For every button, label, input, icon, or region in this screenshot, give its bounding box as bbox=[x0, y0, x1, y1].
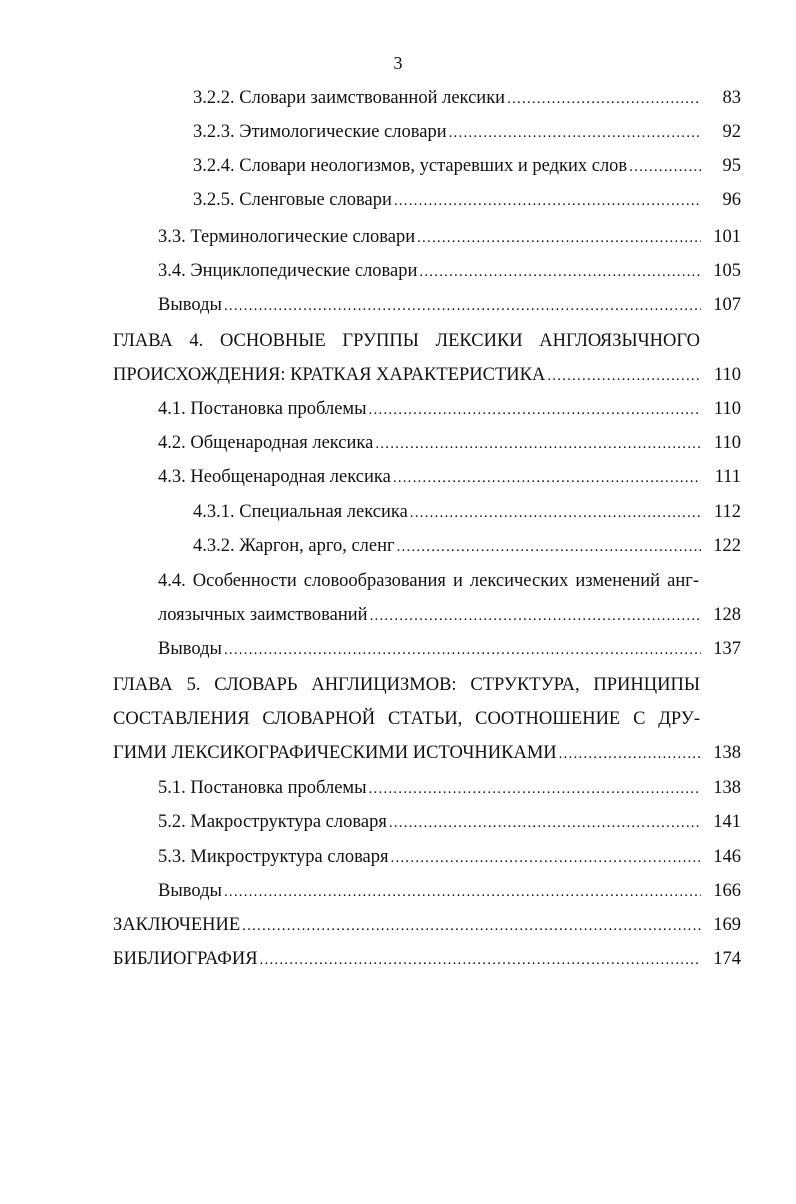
toc-entry-page: 110 bbox=[713, 365, 741, 385]
toc-entry-page: 111 bbox=[714, 467, 741, 487]
page-number: 3 bbox=[393, 53, 403, 73]
toc-entry-4-4-heading bbox=[158, 568, 699, 594]
dot-leader bbox=[224, 879, 701, 905]
toc-entry-bibliography bbox=[113, 946, 741, 972]
toc-entry-ch3-conclusions bbox=[158, 292, 741, 318]
toc-entry-title: 4.2. Общенародная лексика bbox=[158, 433, 374, 453]
dot-leader bbox=[559, 741, 701, 767]
toc-entry-title: 4.3.2. Жаргон, арго, сленг bbox=[193, 536, 395, 556]
toc-entry-title: 3.2.5. Сленговые словари bbox=[193, 190, 392, 210]
dot-leader bbox=[449, 120, 701, 146]
toc-entry-title: ЗАКЛЮЧЕНИЕ bbox=[113, 915, 241, 935]
toc-entry-ch4-conclusions bbox=[158, 636, 741, 662]
toc-entry-ch5-conclusions bbox=[158, 878, 741, 904]
dot-leader bbox=[369, 776, 701, 802]
toc-chapter-4-heading bbox=[113, 328, 700, 354]
toc-entry-page: 128 bbox=[713, 605, 741, 625]
dot-leader bbox=[391, 845, 701, 871]
toc-entry-page: 112 bbox=[713, 502, 741, 522]
toc-entry-4-3 bbox=[158, 464, 741, 490]
toc-entry-3-2-2 bbox=[193, 85, 741, 111]
dot-leader bbox=[370, 603, 701, 629]
dot-leader bbox=[260, 947, 701, 973]
toc-entry-5-1 bbox=[158, 775, 741, 801]
dot-leader bbox=[224, 637, 701, 663]
toc-entry-title: 4.1. Постановка проблемы bbox=[158, 399, 367, 419]
toc-chapter-5-heading-1 bbox=[113, 672, 700, 698]
toc-entry-4-3-1 bbox=[193, 499, 741, 525]
toc-entry-4-3-2 bbox=[193, 533, 741, 559]
chapter-heading-line: ГЛАВА 4. ОСНОВНЫЕ ГРУППЫ ЛЕКСИКИ АНГЛОЯЗЫЧНОГО bbox=[113, 331, 700, 351]
dot-leader bbox=[410, 500, 701, 526]
toc-entry-title: 5.3. Микроструктура словаря bbox=[158, 847, 389, 867]
dot-leader bbox=[419, 259, 701, 285]
toc-entry-page: 137 bbox=[713, 639, 741, 659]
dot-leader bbox=[417, 225, 701, 251]
toc-entry-title: 3.2.3. Этимологические словари bbox=[193, 122, 447, 142]
toc-entry-page: 110 bbox=[713, 433, 741, 453]
dot-leader bbox=[389, 810, 701, 836]
dot-leader bbox=[394, 188, 701, 214]
toc-entry-title: 3.3. Терминологические словари bbox=[158, 227, 416, 247]
toc-entry-page: 141 bbox=[713, 812, 741, 832]
toc-entry-3-2-4 bbox=[193, 153, 741, 179]
toc-entry-page: 166 bbox=[713, 881, 741, 901]
toc-entry-5-3 bbox=[158, 844, 741, 870]
toc-entry-page: 101 bbox=[713, 227, 741, 247]
toc-entry-title: ГИМИ ЛЕКСИКОГРАФИЧЕСКИМИ ИСТОЧНИКАМИ bbox=[113, 743, 557, 763]
toc-entry-title-line: 4.4. Особенности словообразования и лексических изменений анг- bbox=[158, 571, 699, 591]
toc-entry-page: 174 bbox=[713, 949, 741, 969]
toc-entry-title: 4.3. Необщенародная лексика bbox=[158, 467, 391, 487]
toc-chapter-5-heading-2 bbox=[113, 706, 700, 732]
dot-leader bbox=[547, 363, 701, 389]
toc-entry-4-1 bbox=[158, 396, 741, 422]
toc-entry-page: 138 bbox=[713, 743, 741, 763]
toc-entry-page: 169 bbox=[713, 915, 741, 935]
chapter-heading-line: ГЛАВА 5. СЛОВАРЬ АНГЛИЦИЗМОВ: СТРУКТУРА, ПРИНЦИПЫ bbox=[113, 675, 700, 695]
dot-leader bbox=[369, 397, 701, 423]
toc-entry-title: БИБЛИОГРАФИЯ bbox=[113, 949, 258, 969]
toc-entry-3-2-5 bbox=[193, 187, 741, 213]
toc-entry-page: 110 bbox=[713, 399, 741, 419]
toc-entry-title: Выводы bbox=[158, 639, 222, 659]
toc-entry-3-3 bbox=[158, 224, 741, 250]
toc-entry-title: 4.3.1. Специальная лексика bbox=[193, 502, 408, 522]
chapter-heading-line: СОСТАВЛЕНИЯ СЛОВАРНОЙ СТАТЬИ, СООТНОШЕНИЕ С ДРУ- bbox=[113, 709, 700, 729]
dot-leader bbox=[242, 913, 701, 939]
toc-entry-title: 3.2.4. Словари неологизмов, устаревших и редких слов bbox=[193, 156, 628, 176]
dot-leader bbox=[507, 86, 701, 112]
toc-entry-4-2 bbox=[158, 430, 741, 456]
toc-entry-page: 138 bbox=[713, 778, 741, 798]
toc-entry-title: Выводы bbox=[158, 295, 222, 315]
toc-chapter-4 bbox=[113, 362, 741, 388]
toc-entry-title: ПРОИСХОЖДЕНИЯ: КРАТКАЯ ХАРАКТЕРИСТИКА bbox=[113, 365, 546, 385]
toc-entry-page: 146 bbox=[713, 847, 741, 867]
toc-entry-title: 5.1. Постановка проблемы bbox=[158, 778, 367, 798]
toc-entry-page: 95 bbox=[722, 156, 741, 176]
toc-entry-title: 5.2. Макроструктура словаря bbox=[158, 812, 387, 832]
dot-leader bbox=[224, 293, 701, 319]
toc-entry-page: 122 bbox=[713, 536, 741, 556]
dot-leader bbox=[397, 534, 701, 560]
toc-entry-4-4 bbox=[158, 602, 741, 628]
toc-entry-3-4 bbox=[158, 258, 741, 284]
toc-entry-page: 92 bbox=[722, 122, 741, 142]
toc-entry-title: 3.4. Энциклопедические словари bbox=[158, 261, 418, 281]
toc-entry-page: 96 bbox=[722, 190, 741, 210]
toc-entry-5-2 bbox=[158, 809, 741, 835]
dot-leader bbox=[375, 431, 701, 457]
toc-entry-title: 3.2.2. Словари заимствованной лексики bbox=[193, 88, 506, 108]
toc-entry-3-2-3 bbox=[193, 119, 741, 145]
toc-entry-title: Выводы bbox=[158, 881, 222, 901]
dot-leader bbox=[629, 154, 701, 180]
toc-entry-page: 105 bbox=[713, 261, 741, 281]
dot-leader bbox=[393, 465, 701, 491]
toc-entry-page: 107 bbox=[713, 295, 741, 315]
toc-chapter-5 bbox=[113, 740, 741, 766]
toc-entry-title: лоязычных заимствований bbox=[158, 605, 368, 625]
toc-entry-conclusion bbox=[113, 912, 741, 938]
toc-entry-page: 83 bbox=[722, 88, 741, 108]
